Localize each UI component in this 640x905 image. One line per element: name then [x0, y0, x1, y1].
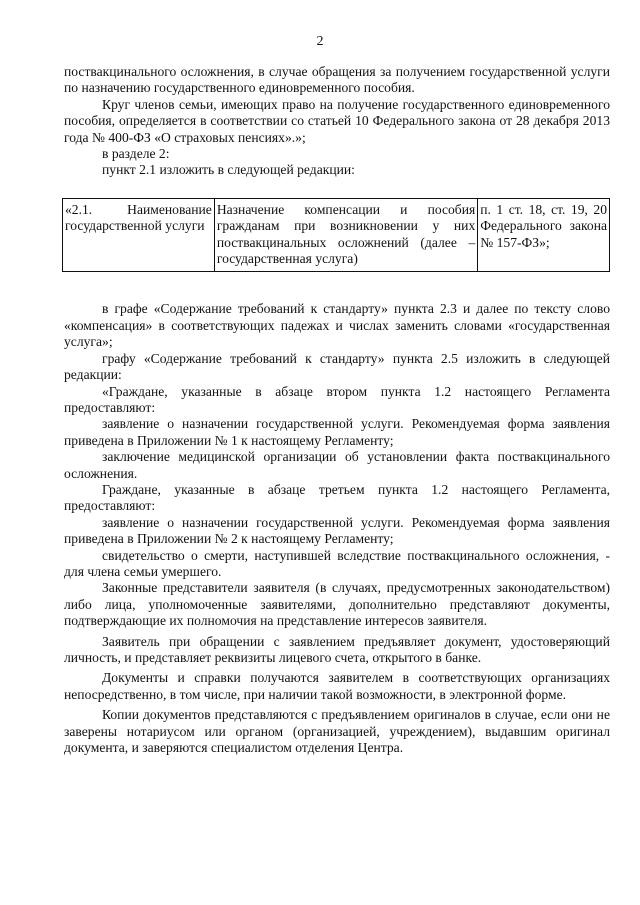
paragraph: заключение медицинской организации об установлении факта поствакцинального осложнения. [64, 449, 610, 481]
paragraph: «Граждане, указанные в абзаце втором пункта 1.2 настоящего Регламента предоставляют: [64, 383, 610, 415]
paragraph: заявление о назначении государственной услуги. Рекомендуемая форма заявления приведена в Приложении № 1 к настоящему Регламенту; [64, 416, 610, 448]
table-cell-legal-basis: п. 1 ст. 18, ст. 19, 20 Федерального закона № 157-ФЗ»; [478, 198, 610, 272]
paragraph: пункт 2.1 изложить в следующей редакции: [102, 162, 355, 178]
page-number: 2 [316, 34, 324, 49]
paragraph: поствакцинального осложнения, в случае обращения за получением государственной услуги по назначению государственного единовременного пособия. [64, 64, 610, 96]
amendment-table [62, 198, 610, 273]
paragraph: заявление о назначении государственной услуги. Рекомендуемая форма заявления приведена в Приложении № 2 к настоящему Регламенту; [64, 514, 610, 547]
paragraph: Круг членов семьи, имеющих право на получение государственного единовременного пособия, определяется в соответствии со статьей 10 Федерального закона от 28 декабря 2013 года № 400-ФЗ «О страховых пенсиях».»; [64, 96, 610, 145]
paragraph: Законные представители заявителя (в случаях, предусмотренных законодательством) либо лица, уполномоченные заявителями, дополнительно представляют документы, подтверждающие их полномочия на представление интересов заявителя. [64, 580, 610, 629]
table-cell-content: Назначение компенсации и пособия гражданам при возникновении у них поствакцинальных осложнений (далее – государственная услуга) [214, 198, 477, 272]
paragraph: в графе «Содержание требований к стандарту» пункта 2.3 и далее по тексту слово «компенсация» в соответствующих падежах и числах заменить словами «государственная услуга»; [64, 301, 610, 350]
paragraph: графу «Содержание требований к стандарту» пункта 2.5 изложить в следующей редакции: [64, 350, 610, 383]
paragraph: Граждане, указанные в абзаце третьем пункта 1.2 настоящего Регламента, предоставляют: [64, 481, 610, 514]
paragraph: свидетельство о смерти, наступившей вследствие поствакцинального осложнения, - для члена семьи умершего. [64, 547, 610, 579]
paragraph: Документы и справки получаются заявителем в соответствующих организациях непосредственно, в том числе, при наличии такой возможности, в электронной форме. [64, 670, 610, 702]
document-body [64, 64, 610, 756]
paragraph: в разделе 2: [102, 146, 170, 162]
paragraph: Заявитель при обращении с заявлением предъявляет документ, удостоверяющий личность, и представляет реквизиты лицевого счета, открытого в банке. [64, 633, 610, 665]
table-row [63, 198, 610, 272]
table-cell-name: «2.1. Наименование государственной услуги [63, 198, 215, 272]
paragraph: Копии документов представляются с предъявлением оригиналов в случае, если они не заверены нотариусом или органом (организацией, учреждением), выдавшим оригинал документа, и заверяются специалистом отделения Центра. [64, 707, 610, 756]
